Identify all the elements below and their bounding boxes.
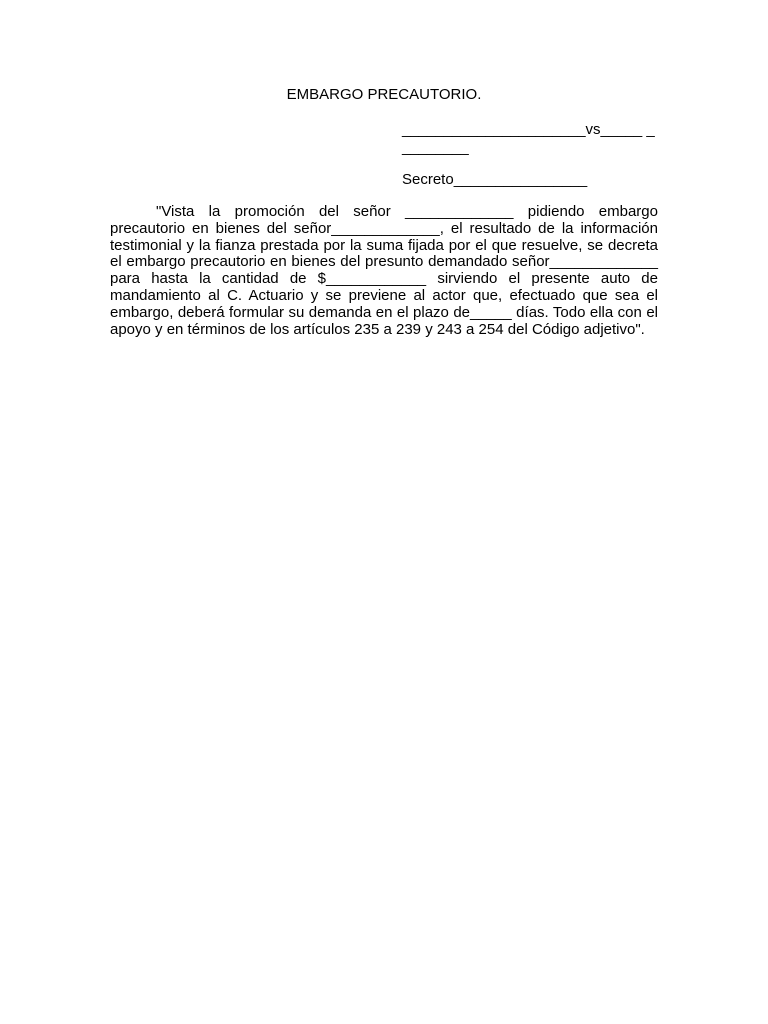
secretary-line: Secreto________________ — [402, 171, 588, 188]
document-title: EMBARGO PRECAUTORIO. — [286, 86, 482, 103]
case-parties-line: ______________________vs_____ _________ — [402, 121, 655, 156]
body-paragraph: "Vista la promoción del señor _____________ pidiendo embargo precautorio en bienes del señor_____________, el resultado de la información testimonial y la fianza prestada por la suma fijada por el que resuelve, se decreta el embargo precautorio en bienes del presunto demandado señor_____________ para hasta la cantidad de $____________ sirviendo el presente auto de mandamiento al C. Actuario y se previene al actor que, efectuado que sea el embargo, deberá formular su demanda en el plazo de_____ días. Todo ella con el apoyo y en términos de los artículos 235 a 239 y 243 a 254 del Código adjetivo". — [110, 203, 658, 338]
